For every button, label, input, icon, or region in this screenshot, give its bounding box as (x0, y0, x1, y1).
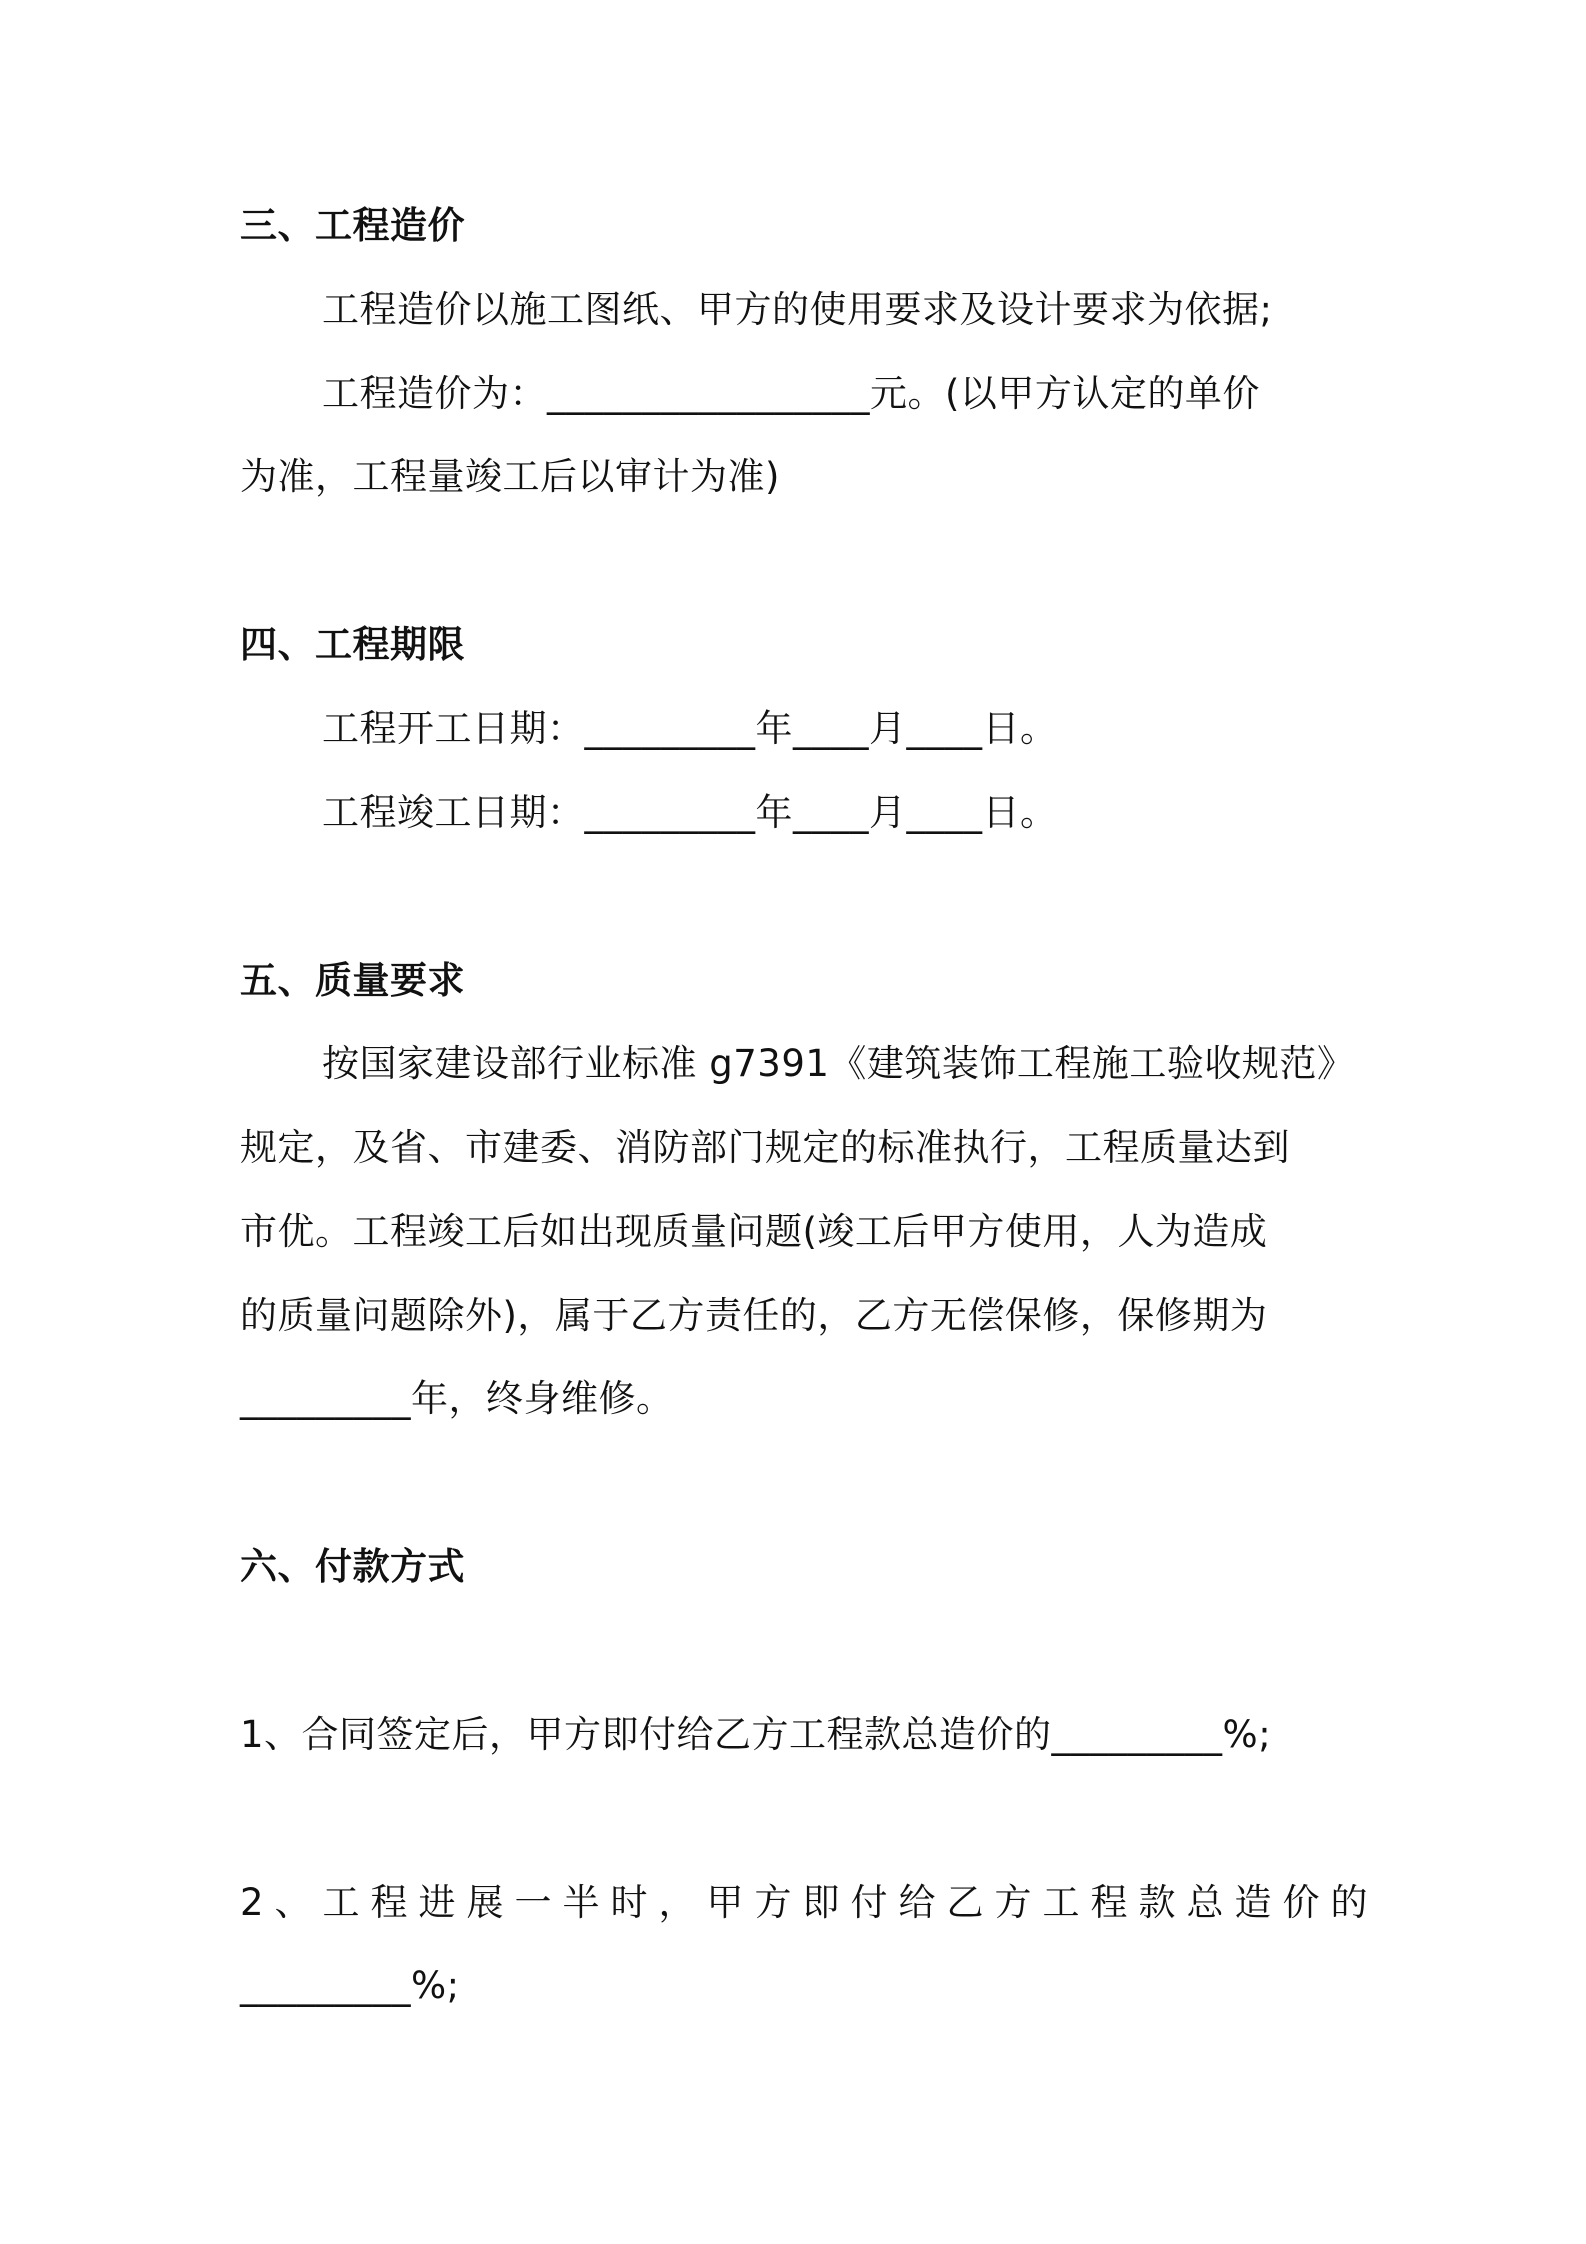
section-heading-payment: 六、付款方式 (240, 1545, 465, 1588)
quality-text-line-2: 规定，及省、市建委、消防部门规定的标准执行，工程质量达到 (240, 1126, 1290, 1169)
section-heading-cost: 三、工程造价 (240, 204, 465, 247)
payment-item-1: 1、合同签定后，甲方即付给乙方工程款总造价的_________%; (240, 1713, 1272, 1756)
cost-amount-text: 工程造价为：_________________元。(以甲方认定的单价 (322, 372, 1260, 415)
cost-amount-text-continued: 为准，工程量竣工后以审计为准) (240, 455, 780, 498)
cost-basis-text: 工程造价以施工图纸、甲方的使用要求及设计要求为依据; (322, 288, 1273, 331)
quality-text-line-3: 市优。工程竣工后如出现质量问题(竣工后甲方使用，人为造成 (240, 1210, 1268, 1253)
payment-item-2-continued: _________%; (240, 1964, 460, 2007)
quality-text-line-4: 的质量问题除外)，属于乙方责任的，乙方无偿保修，保修期为 (240, 1294, 1268, 1337)
section-heading-quality: 五、质量要求 (240, 959, 465, 1002)
start-date-text: 工程开工日期：_________年____月____日。 (322, 707, 1058, 750)
quality-text-line-5: _________年，终身维修。 (240, 1377, 674, 1420)
finish-date-text: 工程竣工日期：_________年____月____日。 (322, 791, 1058, 834)
payment-item-2: 2、工程进展一半时，甲方即付给乙方工程款总造价的 (240, 1881, 1379, 1924)
section-heading-period: 四、工程期限 (240, 623, 465, 666)
quality-text-line-1: 按国家建设部行业标准 g7391《建筑装饰工程施工验收规范》 (322, 1042, 1355, 1085)
